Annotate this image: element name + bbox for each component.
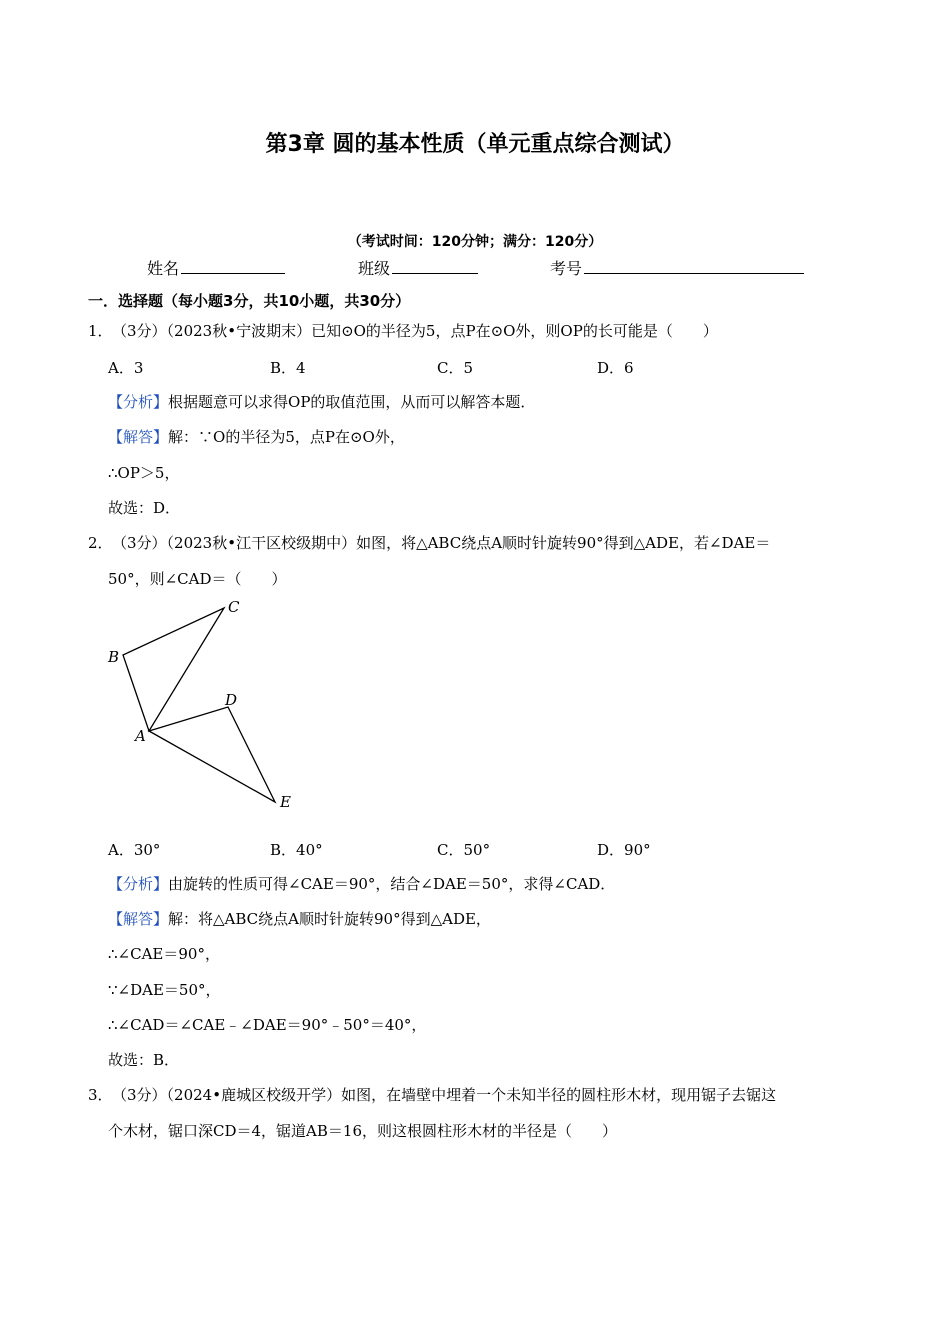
solution-line: ∴∠CAD＝∠CAE﹣∠DAE＝90°﹣50°＝40°， bbox=[108, 1016, 427, 1034]
exam-info: （考试时间：120分钟；满分：120分） bbox=[347, 234, 603, 250]
analysis bbox=[108, 873, 615, 894]
class-field bbox=[358, 256, 478, 279]
option-b: B．40° bbox=[270, 841, 323, 859]
label-d: D bbox=[225, 691, 238, 709]
label-e: E bbox=[280, 793, 291, 811]
solution-line: 故选：D． bbox=[108, 499, 181, 517]
id-blank[interactable] bbox=[584, 257, 804, 274]
solution bbox=[108, 908, 491, 929]
label-b: B bbox=[108, 648, 120, 666]
solution-tag: 【解答】 bbox=[108, 910, 169, 928]
solution-line: 故选：B． bbox=[108, 1051, 180, 1069]
question-stem: （3分）（2023秋•宁波期末）已知⊙O的半径为5，点P在⊙O外，则OP的长可能是（ ） bbox=[112, 322, 718, 340]
question-1 bbox=[88, 320, 718, 341]
solution-line: 解：将△ABC绕点A顺时针旋转90°得到△ADE， bbox=[168, 910, 491, 928]
question-stem: （3分）（2023秋•江干区校级期中）如图，将△ABC绕点A顺时针旋转90°得到△ADE，若∠DAE＝ bbox=[112, 534, 771, 552]
question-stem-cont: 50°，则∠CAD＝（ ） bbox=[108, 570, 287, 588]
rotation-figure bbox=[100, 594, 320, 819]
page-title: 第3章 圆的基本性质（单元重点综合测试） bbox=[265, 132, 685, 157]
name-label: 姓名 bbox=[147, 259, 180, 278]
class-blank[interactable] bbox=[392, 257, 478, 274]
option-d: D．6 bbox=[597, 359, 634, 377]
label-c: C bbox=[228, 598, 240, 616]
analysis-text: 根据题意可以求得OP的取值范围，从而可以解答本题． bbox=[168, 393, 536, 411]
option-c: C．5 bbox=[437, 359, 474, 377]
analysis bbox=[108, 391, 535, 412]
class-label: 班级 bbox=[358, 259, 391, 278]
analysis-text: 由旋转的性质可得∠CAE＝90°，结合∠DAE＝50°，求得∠CAD． bbox=[168, 875, 616, 893]
question-stem-cont: 个木材，锯口深CD＝4，锯道AB＝16，则这根圆柱形木材的半径是（ ） bbox=[108, 1122, 617, 1140]
question-number: 3． bbox=[88, 1086, 113, 1104]
name-field bbox=[147, 256, 285, 279]
id-label: 考号 bbox=[550, 259, 583, 278]
question-stem: （3分）（2024•鹿城区校级开学）如图，在墙壁中埋着一个未知半径的圆柱形木材，现用锯子去锯这 bbox=[112, 1086, 777, 1104]
triangle-ade bbox=[149, 707, 275, 802]
question-2 bbox=[88, 532, 770, 553]
name-blank[interactable] bbox=[181, 257, 285, 274]
question-number: 1． bbox=[88, 322, 113, 340]
option-a: A．30° bbox=[108, 841, 161, 859]
question-number: 2． bbox=[88, 534, 113, 552]
label-a: A bbox=[135, 727, 146, 745]
solution bbox=[108, 426, 405, 447]
option-c: C．50° bbox=[437, 841, 491, 859]
question-3 bbox=[88, 1084, 776, 1105]
analysis-tag: 【分析】 bbox=[108, 875, 169, 893]
solution-line: ∵∠DAE＝50°， bbox=[108, 981, 221, 999]
analysis-tag: 【分析】 bbox=[108, 393, 169, 411]
id-field bbox=[550, 256, 804, 279]
solution-line: ∴∠CAE＝90°， bbox=[108, 945, 220, 963]
solution-line: 解：∵O的半径为5，点P在⊙O外， bbox=[168, 428, 405, 446]
option-d: D．90° bbox=[597, 841, 651, 859]
solution-tag: 【解答】 bbox=[108, 428, 169, 446]
option-b: B．4 bbox=[270, 359, 306, 377]
section-heading: 一．选择题（每小题3分，共10小题，共30分） bbox=[88, 292, 411, 310]
solution-line: ∴OP＞5， bbox=[108, 464, 180, 482]
option-a: A．3 bbox=[108, 359, 144, 377]
